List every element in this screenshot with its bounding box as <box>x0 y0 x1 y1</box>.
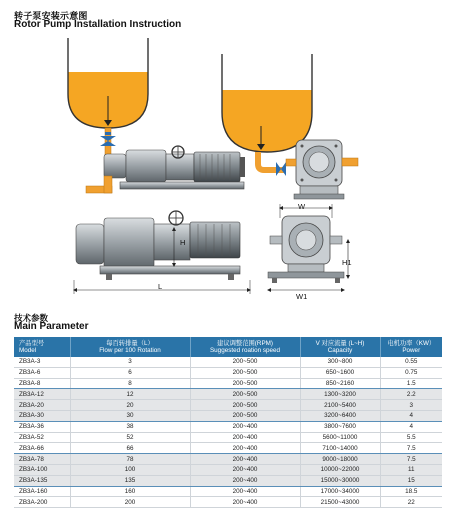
dimension-label-l: L <box>158 282 163 291</box>
dimension-label-w: W <box>298 202 306 211</box>
header-flow-en: Flow per 100 Rotation <box>99 347 161 354</box>
dimension-label-h: H <box>180 238 186 247</box>
header-power <box>380 337 442 357</box>
cell-flow: 20 <box>70 400 190 411</box>
header-model <box>14 337 70 357</box>
cell-flow: 100 <box>70 464 190 475</box>
cell-speed: 200~400 <box>190 475 300 486</box>
cell-speed: 200~400 <box>190 464 300 475</box>
cell-flow: 66 <box>70 443 190 454</box>
cell-capacity: 650~1600 <box>300 367 380 378</box>
cell-flow: 30 <box>70 410 190 421</box>
cell-model: ZB3A-52 <box>14 432 70 443</box>
cell-model: ZB3A-3 <box>14 357 70 367</box>
cell-flow: 38 <box>70 421 190 432</box>
table-row <box>14 475 442 486</box>
cell-flow: 52 <box>70 432 190 443</box>
cell-flow: 6 <box>70 367 190 378</box>
cell-model: ZB3A-135 <box>14 475 70 486</box>
valve-icon <box>100 136 116 146</box>
cell-power: 15 <box>380 475 442 486</box>
header-flow <box>70 337 190 357</box>
header-model-en: Model <box>19 347 37 354</box>
valve2-icon <box>276 162 286 176</box>
tank-suction-figure <box>216 36 376 201</box>
cell-flow: 3 <box>70 357 190 367</box>
cell-capacity: 7100~14000 <box>300 443 380 454</box>
header-flow-cn: 每百转排量（L） <box>106 339 154 347</box>
cell-power: 0.55 <box>380 357 442 367</box>
cell-speed: 200~500 <box>190 410 300 421</box>
table-row <box>14 357 442 367</box>
cell-speed: 200~400 <box>190 486 300 497</box>
cell-power: 7.5 <box>380 454 442 465</box>
table-row <box>14 497 442 508</box>
cell-capacity: 9000~18000 <box>300 454 380 465</box>
cell-capacity: 3200~6400 <box>300 410 380 421</box>
table-row <box>14 410 442 421</box>
cell-flow: 8 <box>70 378 190 389</box>
header-speed <box>190 337 300 357</box>
cell-power: 7.5 <box>380 443 442 454</box>
title-english: Rotor Pump Installation Instruction <box>14 19 182 30</box>
table-row <box>14 378 442 389</box>
cell-speed: 200~500 <box>190 389 300 400</box>
cell-model: ZB3A-66 <box>14 443 70 454</box>
section-title-english: Main Parameter <box>14 321 89 332</box>
cell-model: ZB3A-200 <box>14 497 70 508</box>
table-row <box>14 421 442 432</box>
cell-speed: 200~500 <box>190 378 300 389</box>
cell-capacity: 5600~11000 <box>300 432 380 443</box>
cell-power: 18.5 <box>380 486 442 497</box>
cell-flow: 160 <box>70 486 190 497</box>
cell-power: 2.2 <box>380 389 442 400</box>
cell-capacity: 15000~30000 <box>300 475 380 486</box>
table-header-row <box>14 337 442 357</box>
cell-model: ZB3A-20 <box>14 400 70 411</box>
cell-power: 3 <box>380 400 442 411</box>
cell-model: ZB3A-78 <box>14 454 70 465</box>
cell-speed: 200~400 <box>190 432 300 443</box>
header-capacity-en: Capacity <box>327 347 353 354</box>
cell-flow: 135 <box>70 475 190 486</box>
table-row <box>14 400 442 411</box>
side-view-dimension-figure <box>70 200 260 300</box>
cell-power: 5.5 <box>380 432 442 443</box>
cell-power: 1.5 <box>380 378 442 389</box>
cell-model: ZB3A-30 <box>14 410 70 421</box>
cell-power: 4 <box>380 421 442 432</box>
header-speed-cn: 建议调整范围(RPM) <box>217 339 273 347</box>
cell-capacity: 300~800 <box>300 357 380 367</box>
cell-speed: 200~500 <box>190 400 300 411</box>
dimension-label-w1: W1 <box>296 292 308 301</box>
cell-capacity: 2100~5400 <box>300 400 380 411</box>
header-power-cn: 电机功率（KW） <box>387 339 436 347</box>
cell-capacity: 17000~34000 <box>300 486 380 497</box>
header-capacity <box>300 337 380 357</box>
cell-capacity: 1300~3200 <box>300 389 380 400</box>
front-view-dimension-figure <box>262 198 352 298</box>
parameter-table <box>14 337 442 508</box>
table-row <box>14 486 442 497</box>
cell-speed: 200~500 <box>190 357 300 367</box>
cell-model: ZB3A-160 <box>14 486 70 497</box>
cell-model: ZB3A-6 <box>14 367 70 378</box>
cell-power: 4 <box>380 410 442 421</box>
header-power-en: Power <box>402 347 421 354</box>
table-row <box>14 432 442 443</box>
dimension-label-h1: H1 <box>342 258 352 267</box>
cell-flow: 200 <box>70 497 190 508</box>
cell-power: 0.75 <box>380 367 442 378</box>
cell-model: ZB3A-36 <box>14 421 70 432</box>
cell-model: ZB3A-100 <box>14 464 70 475</box>
cell-capacity: 21500~43000 <box>300 497 380 508</box>
header-speed-en: Suggested roation speed <box>209 347 281 354</box>
cell-capacity: 10000~22000 <box>300 464 380 475</box>
section-title-chinese: 技术参数 <box>14 313 49 323</box>
cell-speed: 200~400 <box>190 421 300 432</box>
cell-speed: 200~400 <box>190 454 300 465</box>
cell-flow: 12 <box>70 389 190 400</box>
title-chinese: 转子泵安装示意图 <box>14 11 88 21</box>
table-row <box>14 443 442 454</box>
header-model-cn: 产品型号 <box>19 339 45 347</box>
cell-power: 11 <box>380 464 442 475</box>
cell-model: ZB3A-8 <box>14 378 70 389</box>
cell-capacity: 3800~7600 <box>300 421 380 432</box>
cell-flow: 78 <box>70 454 190 465</box>
table-row <box>14 389 442 400</box>
cell-model: ZB3A-12 <box>14 389 70 400</box>
cell-speed: 200~400 <box>190 497 300 508</box>
header-capacity-cn: V 对应流量 (L~H) <box>315 339 365 347</box>
cell-speed: 200~500 <box>190 367 300 378</box>
cell-capacity: 850~2160 <box>300 378 380 389</box>
table-row <box>14 454 442 465</box>
table-row <box>14 464 442 475</box>
table-row <box>14 367 442 378</box>
cell-speed: 200~400 <box>190 443 300 454</box>
cell-power: 22 <box>380 497 442 508</box>
